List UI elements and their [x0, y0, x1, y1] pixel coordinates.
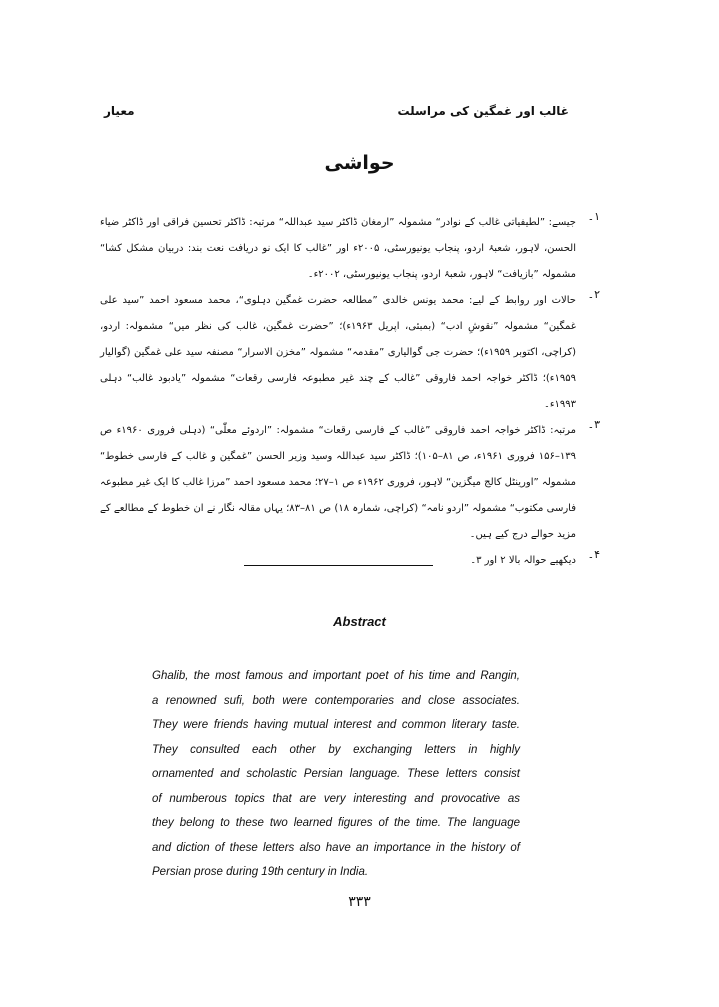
- notes-list: [100, 210, 600, 574]
- note-text: مرتبہ: ڈاکٹر خواجہ احمد فاروقی ”غالب کے فارسی رقعات“ مشمولہ: ”اردوئے معلّٰی“ (دہلی فروری ۱۹۶۰ء ص ۱۳۹–۱۵۶ فروری ۱۹۶۱ء، ص ۸۱–۱۰۵)؛ ڈاکٹر سید عبداللہ وسید وزیر الحسن ”غمگین و غالب کے فارسی خطوط“ مشمولہ ”اورینٹل کالج میگزین“ لاہور، فروری ۱۹۶۲ء ص ۱–۲۷؛ محمد مسعود احمد ”مرزا غالب کا ایک غیر مطبوعہ فارسی مکتوب“ مشمولہ ”اردو نامہ“ (کراچی، شمارہ ۱۸) ص ۸۱–۸۳؛ یہاں مقالہ نگار نے ان خطوط کے مطالعے کے مزید حوالے درج کیے ہیں۔: [100, 425, 576, 540]
- note-number: ۲۔: [587, 288, 600, 301]
- note-text: دیکھیے حوالہ بالا ۲ اور ۳۔: [470, 555, 576, 566]
- notes-heading: حواشی: [324, 152, 395, 174]
- note-item: [100, 548, 600, 574]
- section-divider: [244, 565, 433, 566]
- abstract-line: ornamented and scholastic Persian language. These letters consist: [152, 768, 520, 780]
- note-text: جیسے: ”لطیفیاتی غالب کے نوادر“ مشمولہ ”ارمغان ڈاکٹر سید عبداللہ“ مرتبہ: ڈاکٹر تحسین فراقی اور ڈاکٹر ضیاء الحسن، لاہور، شعبۂ اردو، پنجاب یونیورسٹی، ۲۰۰۵ء اور ”غالب کا ایک نو دریافت نعت بند: دربیان مشکل کشا“ مشمولہ ”بازیافت“ لاہور، شعبۂ اردو، پنجاب یونیورسٹی، ۲۰۰۲ء۔: [100, 217, 576, 280]
- abstract-line: Persian prose during 19th century in India.: [152, 866, 369, 878]
- note-number: ۳۔: [587, 418, 600, 431]
- abstract-line: Ghalib, the most famous and important poet of his time and Rangin,: [152, 670, 520, 682]
- journal-name: معیار: [104, 104, 135, 118]
- abstract-line: They consulted each other by exchanging letters in highly: [152, 743, 520, 756]
- abstract-line: and diction of these letters also have an importance in the history of: [152, 841, 520, 854]
- note-number: ۴۔: [587, 548, 600, 561]
- note-item: [100, 418, 600, 548]
- note-item: [100, 288, 600, 418]
- note-item: [100, 210, 600, 288]
- page-number: ۳۳۳: [348, 894, 371, 910]
- abstract-body: [152, 664, 520, 885]
- running-header: [104, 104, 569, 126]
- note-text: حالات اور روابط کے لیے: محمد یونس خالدی ”مطالعہ حضرت غمگین دہلوی“، محمد مسعود احمد ”سید علی غمگین“ مشمولہ ”نقوشِ ادب“ (بمبئی، اپریل ۱۹۶۳ء)؛ ”حضرت غمگین، غالب کی نظر میں“ مشمولہ: اردو، (کراچی، اکتوبر ۱۹۵۹ء)؛ حضرت جی گوالیاری ”مقدمہ“ مشمولہ ”مخزن الاسرار“ مصنفہ سید علی غمگین (گوالیار ۱۹۵۹ء)؛ ڈاکٹر خواجہ احمد فاروقی ”غالب کے چند غیر مطبوعہ فارسی رقعات“ مشمولہ ”یادبود غالب“ دہلی ۱۹۹۳ء۔: [100, 295, 576, 410]
- abstract-title: Abstract: [333, 614, 386, 629]
- abstract-line: They were friends having mutual interest and common literary taste.: [152, 719, 520, 731]
- abstract-line: a renowned sufi, both were contemporaries and close associates.: [152, 694, 520, 707]
- running-title: غالب اور غمگین کی مراسلت: [397, 104, 569, 118]
- abstract-line: they belong to these two learned figures of the time. The language: [152, 817, 520, 829]
- abstract-line: of numberous topics that are very interesting and provocative as: [152, 792, 520, 805]
- note-number: ۱۔: [587, 210, 600, 223]
